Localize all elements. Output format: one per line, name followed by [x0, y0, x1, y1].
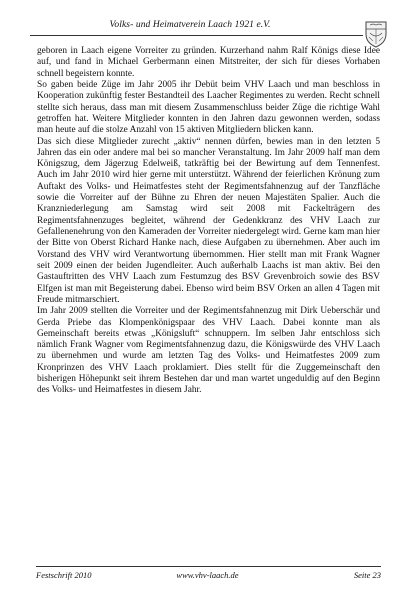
article-body: [37, 46, 380, 397]
footer-divider: [36, 566, 381, 567]
paragraph-4: Im Jahr 2009 stellten die Vorreiter und der Regimentsfahnenzug mit Dirk Ueberschär und Gerda Priebe das Klompenkönigspaar des VHV Laach. Dabei konnte man als Gemeinschaft bereits etwas „Königsluft“ schnuppern. Im selben Jahr entschloss sich nämlich Frank Wagner vom Regimentsfahnenzug dazu, die Königswürde des VHV Laach zu übernehmen und wurde am letzten Tag des Volks- und Heimatfestes 2009 zum Kronprinzen des VHV Laach proklamiert. Dies stellt für die Zuggemeinschaft den bisherigen Höhepunkt seit ihrem Bestehen dar und man wartet ungeduldig auf den Beginn des Volks- und Heimatfestes in diesem Jahr.: [37, 306, 380, 396]
footer-website-link[interactable]: www.vhv-laach.de: [176, 570, 239, 580]
paragraph-1: geboren in Laach eigene Vorreiter zu gründen. Kurzerhand nahm Ralf Königs diese Idee auf, und fand in Michael Gerbermann einen Mitstreiter, der sich für dieses Vorhaben schnell begeistern konnte.: [37, 46, 380, 79]
coat-of-arms-icon: [364, 20, 388, 48]
paragraph-3: Das sich diese Mitglieder zurecht „aktiv“ nennen dürfen, bewies man in den letzten 5 Jahren das ein oder andere mal bei so mancher Veranstaltung. Im Jahr 2009 half man dem Königszug, dem Jägerzug Edelweiß, tatkräftig bei der Bewirtung auf dem Tennenfest. Auch im Jahr 2010 wird hier gerne mit unterstützt. Während der feierlichen Krönung zum Auftakt des Volks- und Heimatfestes steht der Regimentsfahnenzug auf der Tanzfläche sowie die Vorreiter auf der Bühne zu Ehren der neuen Majestäten Spalier. Auch die Kranzniederlegung am Samstag wird seit 2008 mit Fackelträgern des Regimentsfahnenzuges begleitet, während der Gedenkkranz des VHV Laach zur Gefallenenehrung von den Kameraden der Vorreiter niedergelegt wird. Gerne kam man hier der Bitte von Oberst Richard Hanke nach, diese Aufgaben zu übernehmen. Aber auch im Vorstand des VHV wird Verantwortung übernommen. Hier stellt man mit Frank Wagner seit 2009 einen der beiden Jugendleiter. Auch außerhalb Laachs ist man aktiv. Bei den Gastauftritten des VHV Laach zum Festumzug des BSV Grevenbroich sowie des BSV Elfgen ist man mit Begeisterung dabei. Ebenso wird beim BSV Orken an allen 4 Tagen mit Freude mitmarschiert.: [37, 136, 380, 305]
page-header-title: Volks- und Heimatverein Laach 1921 e.V.: [109, 20, 271, 30]
header-divider: [30, 35, 363, 36]
footer-publication: Festschrift 2010: [36, 570, 92, 580]
paragraph-2: So gaben beide Züge im Jahr 2005 ihr Debüt beim VHV Laach und man beschloss in Kooperation zukünftig fester Bestandteil des Laacher Regimentes zu werden. Recht schnell stellte sich heraus, dass man mit diesem Zusammenschluss beider Züge die richtige Wahl getroffen hat. Weitere Mitglieder konnten in den Jahren dazu gewonnen werden, sodass man heute auf die stolze Anzahl von 15 aktiven Mitgliedern blicken kann.: [37, 79, 380, 136]
footer-page-number: Seite 23: [353, 570, 381, 580]
